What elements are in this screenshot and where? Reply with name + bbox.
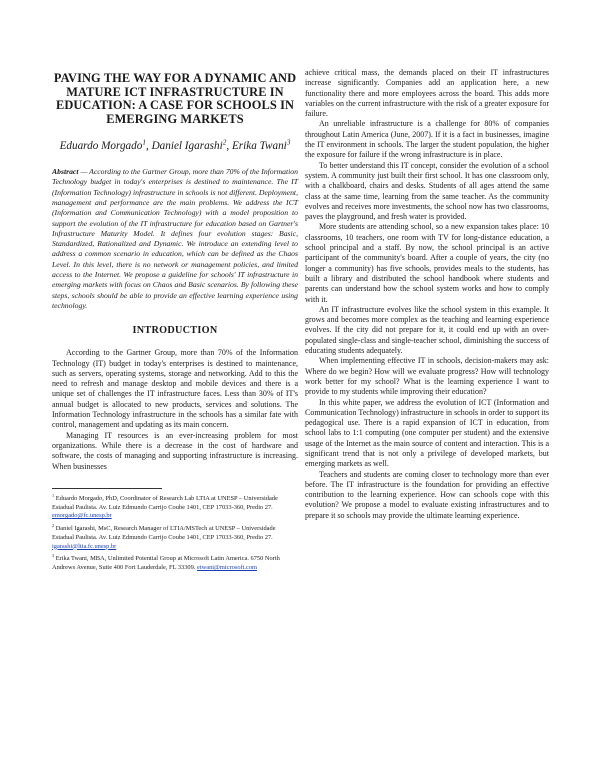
body-paragraph: An IT infrastructure evolves like the school system in this example. It grows and becomes more complex as the teaching and learning experience evolves. If the city did not prepare for it, it could end up with an over-populated single-class and single-teacher school, diminishing the success of educating students adequately. (305, 304, 549, 356)
abstract-text: — According to the Gartner Group, more than 70% of the Information Technology budget in today's enterprises is destined to maintenance. The IT (Information Technology) infrastructure in schools is not different. Deployment, management and performance are the main problems. We address the ICT (Information and Communication Technology) with a model proposition to support the evolution of the IT infrastructure for education based on Gartner's Infrastructure Maturity Model. It defines four evolution stages: Basic, Standardized, Rationalized and Dynamic. We introduce an extending level to address a common scenario in education, which can be defined as the Chaos Level. In this level, there is no network or management policies, and limited access to the Internet. We propose a guideline for schools' IT infrastructure in emerging markets with focus on Chaos and Basic scenarios. By following these steps, schools should be able to provide an effective learning experience using technology. (52, 167, 298, 310)
intro-paragraph-2: Managing IT resources is an ever-increasing problem for most organizations. While there is a decrease in the cost of hardware and software, the costs of managing and supporting infrastructure is increasing. When businesses (52, 430, 298, 471)
body-paragraph: To better understand this IT concept, consider the evolution of a school system. A community just built their first school. It has one classroom only, with a chalkboard, chairs and desks. Students of all ages attend the same class at the same time, learning from the same teacher. As the community evolves and receives more investments, the school now has two classrooms, paves the playground, and fresh water is provided. (305, 160, 549, 222)
author-3: Erika Twani$^3$ (231, 138, 291, 153)
body-paragraph: Teachers and students are coming closer to technology more than ever before. The IT infrastructure is the foundation for providing an effective contribution to the learning experience. How can schools cope with this evolution? We propose a model to evaluate existing infrastructures and to prepare it so schools may provide the ultimate learning experience. (305, 469, 549, 520)
body-paragraph: More students are attending school, so a new expansion takes place: 10 classrooms, 10 teachers, one room with TV for long-distance education, a school principal and a staff. By now, the school principal is an active participant of the community's board. After a couple of years, the city (no longer a community) has five schools, provides meals to the students, has built a library and distributed the school handbook where students and parents can understand how the school system works and how to comply with it. (305, 222, 549, 304)
footnote-3-email-link[interactable]: etwani@microsoft.com (197, 564, 258, 572)
author-2: Daniel Igarashi$^2$, (151, 138, 232, 153)
body-paragraph: In this white paper, we address the evolution of ICT (Information and Communication Technology) infrastructure in schools in order to support its pedagogical use. There is a rapid expansion of ICT in education, from school labs to 1:1 computing (one computer per student) and the extensive usage of the Internet as the main source of content and interaction. This is a significant trend that is not only a privilege of developed markets, but emerging markets as well. (305, 397, 549, 469)
footnote-2: $^2$ Daniel Igarashi, MsC, Research Manager of LTIA/MSTech at UNESP – Universidade Estadual Paulista. Av. Luiz Edmundo Carrijo Coube 1401, CEP 17033-360, Predio 27. igarashi@ltia.fc.unesp.br (52, 523, 276, 550)
body-paragraph: achieve critical mass, the demands placed on their IT infrastructures increase significantly. Companies add an application here, a new functionality there and more employees across the board. This adds more variables on the current infrastructure with the risk of a greater exposure for failure. (305, 68, 549, 119)
footnote-1: $^1$ Eduardo Morgado, PhD, Coordinator of Research Lab LTIA at UNESP – Universidade Estadual Paulista. Av. Luiz Edmundo Carrijo Coube 1401, CEP 17033-360, Predio 27. emorgado@fc.unesp.br (52, 492, 278, 520)
paper-title: PAVING THE WAY FOR A DYNAMIC AND MATURE ICT INFRASTRUCTURE IN EDUCATION: A CASE FOR SCHOOLS IN EMERGING MARKETS (53, 71, 297, 126)
abstract-label: Abstract (52, 167, 79, 177)
abstract (52, 167, 298, 311)
footnote-divider (52, 488, 162, 489)
footnote-1-email-link[interactable]: emorgado@fc.unesp.br (52, 512, 112, 520)
author-1: Eduardo Morgado$^1$, (59, 138, 152, 153)
footnote-3: $^3$ Erika Twani, MBA, Unlimited Potential Group at Microsoft Latin America. 6750 North Andrews Avenue, Suite 400 Fort Lauderdale, FL 33309. etwani@microsoft.com (52, 553, 280, 572)
body-paragraph: An unreliable infrastructure is a challenge for 80% of companies throughout Latin America (June, 2007). If it is a fact in businesses, imagine the IT environment in schools. The larger the student population, the higher the exposure for failure if the wrong infrastructure is in place. (305, 119, 549, 160)
right-column (305, 68, 549, 521)
left-column (52, 68, 298, 574)
body-paragraph: When implementing effective IT in schools, decision-makers may ask: Where do we begin? How will we evaluate progress? How will technology work better for my school? What is the learning experience I want to provide to my students while improving their education? (305, 356, 549, 397)
intro-paragraph-1: According to the Gartner Group, more than 70% of the Information Technology (IT) budget in today's enterprises is destined to maintenance, such as servers, operating systems, storage and networking. Add to this the need to refresh and manage desktop and mobile devices and there is a unique set of challenges the IT infrastructure faces. Less than 30% of IT's annual budget is allocated to new products, services and solutions. The Information Technology infrastructure in the schools has a similar fate with control, management and updating as its main concern. (52, 348, 298, 430)
footnote-2-email-link[interactable]: igarashi@ltia.fc.unesp.br (52, 542, 117, 550)
intro-heading: INTRODUCTION (132, 325, 218, 337)
author-list (52, 135, 298, 153)
